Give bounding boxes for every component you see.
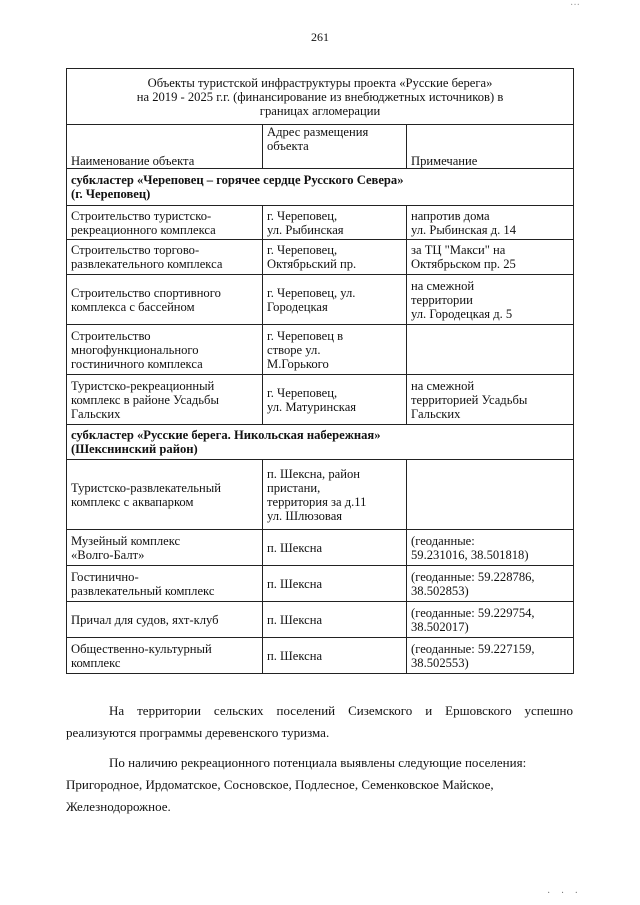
cell-object-name-line: Гальских <box>71 406 121 421</box>
cell-address <box>263 325 407 375</box>
cell-note-line: (геоданные: 59.229754, <box>411 605 535 620</box>
subcluster-row <box>67 425 574 460</box>
table-caption-row <box>67 69 574 125</box>
cell-address <box>263 375 407 425</box>
cell-note-line: 59.231016, 38.501818) <box>411 547 529 562</box>
cell-address-line: п. Шексна <box>267 648 323 663</box>
cell-note <box>407 206 574 240</box>
cell-object-name-line: «Волго-Балт» <box>71 547 145 562</box>
table-caption <box>67 69 574 125</box>
cell-object-name-line: Музейный комплекс <box>71 533 181 548</box>
cell-address-line: территория за д.11 <box>267 494 367 509</box>
cell-address <box>263 240 407 275</box>
caption-line: Объекты туристской инфраструктуры проекта «Русские берега» <box>147 75 493 90</box>
caption-line: границах агломерации <box>259 103 381 118</box>
cell-note-line: территорией Усадьбы <box>411 392 528 407</box>
cell-object-name <box>67 638 263 674</box>
cell-address-line: Городецкая <box>267 299 328 314</box>
cell-address-line: пристани, <box>267 480 321 495</box>
cell-object-name-line: Причал для судов, яхт-клуб <box>71 612 219 627</box>
cell-address-line: ул. Матуринская <box>267 399 357 414</box>
cell-address-line: г. Череповец, <box>267 243 338 257</box>
cell-object-name-line: гостиничного комплекса <box>71 356 203 371</box>
cell-note <box>407 566 574 602</box>
cell-note-line: (геоданные: 59.227159, <box>411 641 535 656</box>
cell-object-name-line: комплекс <box>71 655 121 670</box>
infrastructure-table <box>66 68 574 674</box>
table-row <box>67 566 574 602</box>
subcluster-line: субкластер «Русские берега. Никольская набережная» <box>71 428 381 442</box>
cell-note-line: 38.502017) <box>411 619 469 634</box>
cell-note-line: 38.502553) <box>411 655 469 670</box>
cell-object-name <box>67 240 263 275</box>
cell-note <box>407 602 574 638</box>
cell-address-line: г. Череповец, <box>267 385 338 400</box>
cell-note-line: ул. Рыбинская д. 14 <box>411 222 517 237</box>
cell-object-name-line: Строительство торгово- <box>71 243 200 257</box>
table-row <box>67 638 574 674</box>
cell-address-line: ул. Рыбинская <box>267 222 344 237</box>
cell-object-name-line: комплекс в районе Усадьбы <box>71 392 219 407</box>
cell-note-line: Гальских <box>411 406 461 421</box>
cell-note-line: (геоданные: 59.228786, <box>411 569 535 584</box>
cell-object-name-line: Строительство туристско- <box>71 208 212 223</box>
cell-note-line: территории <box>411 292 473 307</box>
cell-note <box>407 375 574 425</box>
cell-object-name-line: Общественно-культурный <box>71 641 212 656</box>
cell-address-line: п. Шексна <box>267 540 323 555</box>
header-address-line: Адрес размещения <box>267 125 369 139</box>
cell-object-name-line: развлекательного комплекса <box>71 257 223 271</box>
cell-address <box>263 275 407 325</box>
cell-object-name-line: многофункционального <box>71 342 199 357</box>
table-row <box>67 240 574 275</box>
paragraph-rural-tourism: На территории сельских поселений Сиземского и Ершовского успешно реализуются программы деревенского туризма. <box>66 703 573 740</box>
cell-address <box>263 206 407 240</box>
header-address <box>263 125 407 169</box>
cell-note-line: за ТЦ "Макси" на <box>411 243 506 257</box>
cell-address-line: п. Шексна, район <box>267 466 361 481</box>
cell-object-name <box>67 566 263 602</box>
cell-note <box>407 460 574 530</box>
cell-object-name <box>67 275 263 325</box>
subcluster-line: (Шекснинский район) <box>71 442 198 456</box>
cell-note-line: напротив дома <box>411 208 490 223</box>
cell-object-name-line: Гостинично- <box>71 569 139 584</box>
cell-object-name <box>67 460 263 530</box>
cell-note-line: на смежной <box>411 278 475 293</box>
cell-address <box>263 602 407 638</box>
corner-mark: ··· <box>570 0 580 11</box>
cell-object-name-line: Туристско-развлекательный <box>71 480 221 495</box>
cell-object-name-line: Туристско-рекреационный <box>71 378 215 393</box>
table-body-sheksna <box>67 460 574 674</box>
cell-address <box>263 566 407 602</box>
cell-address-line: ул. Шлюзовая <box>267 508 343 523</box>
cell-address <box>263 460 407 530</box>
cell-address-line: М.Горького <box>267 356 329 371</box>
table-row <box>67 206 574 240</box>
cell-note <box>407 275 574 325</box>
cell-object-name-line: Строительство спортивного <box>71 285 221 300</box>
cell-object-name <box>67 602 263 638</box>
table-header-row <box>67 125 574 169</box>
subcluster-title <box>67 425 574 460</box>
table-row <box>67 602 574 638</box>
cell-address <box>263 638 407 674</box>
cell-address-line: п. Шексна <box>267 612 323 627</box>
cell-note-line: на смежной <box>411 378 475 393</box>
table-row <box>67 325 574 375</box>
paragraph-settlements: По наличию рекреационного потенциала выявлены следующие поселения: Пригородное, Ирдоматское, Сосновское, Подлесное, Семенковское Майское, Железнодорожное. <box>66 755 527 814</box>
subcluster-line: (г. Череповец) <box>71 187 151 201</box>
cell-object-name-line: развлекательный комплекс <box>71 583 215 598</box>
cell-object-name-line: рекреационного комплекса <box>71 222 216 237</box>
table-row <box>67 460 574 530</box>
cell-note <box>407 530 574 566</box>
cell-object-name <box>67 325 263 375</box>
cell-note-line: 38.502853) <box>411 583 469 598</box>
cell-address-line: г. Череповец, <box>267 208 338 223</box>
table-body-cherepovets <box>67 206 574 425</box>
header-address-line: объекта <box>267 139 309 153</box>
table-row <box>67 375 574 425</box>
page-number: 261 <box>311 30 329 44</box>
cell-note <box>407 240 574 275</box>
subcluster-title <box>67 169 574 206</box>
header-note: Примечание <box>407 125 574 169</box>
caption-line: на 2019 - 2025 г.г. (финансирование из внебюджетных источников) в <box>136 89 504 104</box>
cell-address-line: г. Череповец в <box>267 328 344 343</box>
cell-address-line: г. Череповец, ул. <box>267 285 356 300</box>
header-name: Наименование объекта <box>67 125 263 169</box>
footer-mark: · · · <box>547 888 582 899</box>
cell-note <box>407 325 574 375</box>
cell-object-name-line: Строительство <box>71 328 151 343</box>
cell-address <box>263 530 407 566</box>
cell-address-line: створе ул. <box>267 342 321 357</box>
cell-object-name-line: комплекса с бассейном <box>71 299 195 314</box>
cell-address-line: Октябрьский пр. <box>267 257 357 271</box>
table-row <box>67 275 574 325</box>
cell-note <box>407 638 574 674</box>
cell-object-name <box>67 530 263 566</box>
cell-note-line: Октябрьском пр. 25 <box>411 257 516 271</box>
cell-note-line: (геоданные: <box>411 533 475 548</box>
subcluster-row <box>67 169 574 206</box>
cell-address-line: п. Шексна <box>267 576 323 591</box>
cell-object-name <box>67 375 263 425</box>
subcluster-line: субкластер «Череповец – горячее сердце Русского Севера» <box>71 173 404 187</box>
table-row <box>67 530 574 566</box>
cell-object-name-line: комплекс с аквапарком <box>71 494 194 509</box>
cell-note-line: ул. Городецкая д. 5 <box>411 306 513 321</box>
cell-object-name <box>67 206 263 240</box>
